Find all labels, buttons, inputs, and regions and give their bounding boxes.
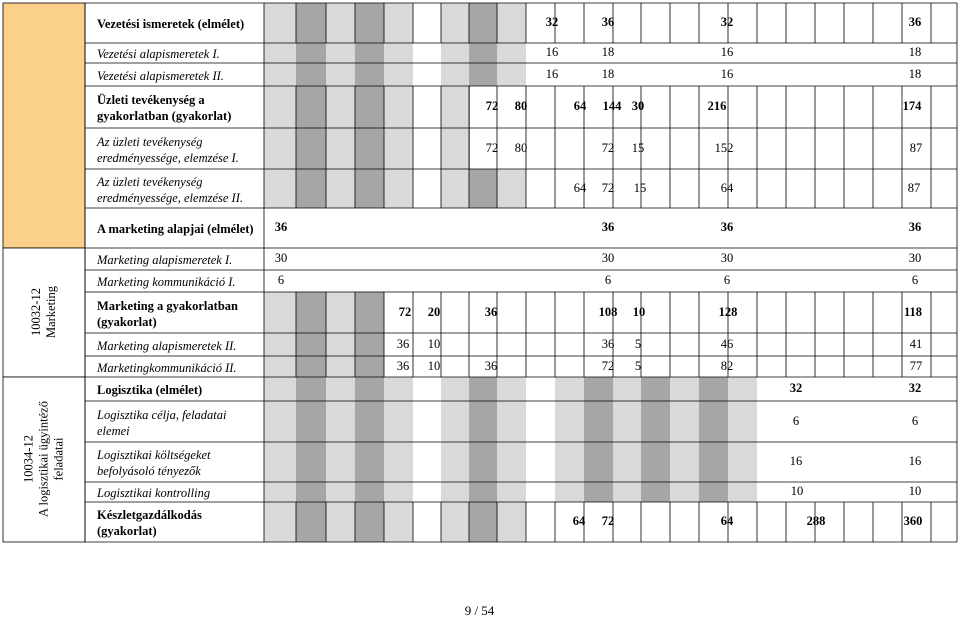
shade-cell <box>355 377 384 401</box>
shade-cell <box>326 377 355 401</box>
shade-cell <box>469 401 497 442</box>
shade-cell <box>584 482 613 502</box>
shade-cell <box>264 292 296 333</box>
shade-cell <box>641 482 670 502</box>
shade-cell <box>384 377 413 401</box>
cell-value: 10 <box>427 358 441 373</box>
shade-cell <box>641 442 670 482</box>
shade-cell <box>296 128 326 169</box>
shade-cell <box>497 377 526 401</box>
cell-value: 16 <box>545 66 559 81</box>
shade-cell <box>326 3 355 43</box>
group-label <box>22 384 67 534</box>
shade-cell <box>264 86 296 128</box>
cell-value: 10 <box>908 484 922 498</box>
cell-value: 87 <box>909 140 923 155</box>
shade-cell <box>326 401 355 442</box>
cell-value: 144 <box>602 99 622 113</box>
value-band <box>526 3 957 43</box>
cell-value: 6 <box>277 273 285 287</box>
shade-cell <box>384 401 413 442</box>
shade-cell <box>670 401 699 442</box>
group-label <box>29 286 59 338</box>
cell-value: 30 <box>908 251 922 265</box>
cell-value: 36 <box>396 336 410 351</box>
cell-value: 32 <box>908 381 922 395</box>
row-label: A marketing alapjai (elmélet) <box>97 222 254 236</box>
shade-cell <box>355 43 384 63</box>
row-label: Vezetési alapismeretek I. <box>97 47 220 61</box>
cell-value: 36 <box>601 336 615 351</box>
value-band <box>384 292 957 333</box>
cell-value: 18 <box>601 66 615 81</box>
shade-cell <box>497 169 526 208</box>
shade-cell <box>699 401 728 442</box>
shade-cell <box>355 502 384 542</box>
cell-value: 72 <box>601 140 615 155</box>
shade-cell <box>264 128 296 169</box>
cell-value: 36 <box>720 220 734 234</box>
cell-value: 108 <box>598 304 618 319</box>
shade-cell <box>296 86 326 128</box>
cell-value: 36 <box>601 15 615 29</box>
shade-cell <box>264 502 296 542</box>
cell-value: 6 <box>723 273 731 287</box>
shade-cell <box>384 482 413 502</box>
shade-cell <box>296 292 326 333</box>
shade-cell <box>264 377 296 401</box>
cell-value: 360 <box>903 514 923 528</box>
cell-value: 16 <box>720 66 734 81</box>
shade-cell <box>441 63 469 86</box>
cell-value: 16 <box>908 454 922 468</box>
group-code: 10034-12 <box>21 435 36 483</box>
cell-value: 64 <box>573 180 587 195</box>
row-label: Logisztika célja, feladatai elemei <box>97 407 227 438</box>
value-band <box>555 502 957 542</box>
shade-cell <box>296 377 326 401</box>
shade-cell <box>441 502 469 542</box>
cell-value: 64 <box>572 514 586 528</box>
row-label: Üzleti tevékenység a gyakorlatban (gyakorlat) <box>97 93 232 123</box>
shade-cell <box>355 401 384 442</box>
shade-cell <box>441 442 469 482</box>
cell-value: 80 <box>514 140 528 155</box>
value-band <box>757 442 957 482</box>
shade-cell <box>326 128 355 169</box>
shade-cell <box>441 3 469 43</box>
cell-value: 72 <box>601 358 615 373</box>
shade-cell <box>641 401 670 442</box>
shade-cell <box>384 128 413 169</box>
row-label: Készletgazdálkodás (gyakorlat) <box>97 508 202 538</box>
shade-cell <box>326 292 355 333</box>
shade-cell <box>296 502 326 542</box>
shade-cell <box>728 442 757 482</box>
cell-value: 36 <box>601 220 615 234</box>
shade-cell <box>355 333 384 356</box>
shade-cell <box>613 442 641 482</box>
value-band <box>757 482 957 502</box>
shade-cell <box>355 128 384 169</box>
value-band <box>526 63 957 86</box>
shade-cell <box>326 356 355 377</box>
value-band <box>757 377 957 401</box>
row-label: Az üzleti tevékenység eredményessége, elemzése II. <box>97 174 243 205</box>
row-label: Marketing a gyakorlatban (gyakorlat) <box>97 298 238 329</box>
shade-cell <box>264 3 296 43</box>
cell-value: 72 <box>601 180 615 195</box>
cell-value: 87 <box>907 180 921 195</box>
shade-cell <box>699 482 728 502</box>
shade-cell <box>355 169 384 208</box>
value-band <box>384 356 957 377</box>
shade-cell <box>728 482 757 502</box>
shade-cell <box>326 502 355 542</box>
shade-cell <box>296 3 326 43</box>
shade-cell <box>555 377 584 401</box>
cell-value: 10 <box>632 304 646 319</box>
shade-cell <box>355 442 384 482</box>
cell-value: 10 <box>427 336 441 351</box>
cell-value: 36 <box>274 220 288 234</box>
shade-cell <box>296 333 326 356</box>
shade-cell <box>441 128 469 169</box>
shade-cell <box>384 63 413 86</box>
row-label: Vezetési alapismeretek II. <box>97 68 224 83</box>
shade-cell <box>441 377 469 401</box>
cell-value: 118 <box>903 304 923 319</box>
shade-cell <box>497 3 526 43</box>
shade-cell <box>264 482 296 502</box>
shade-cell <box>326 169 355 208</box>
cell-value: 15 <box>631 140 645 155</box>
shade-cell <box>497 401 526 442</box>
shade-cell <box>469 377 497 401</box>
cell-value: 32 <box>720 15 734 29</box>
row-label: Marketing alapismeretek II. <box>97 338 237 353</box>
cell-value: 5 <box>634 336 642 351</box>
shade-cell <box>699 442 728 482</box>
cell-value: 128 <box>718 304 738 319</box>
shade-cell <box>497 502 526 542</box>
shade-cell <box>699 377 728 401</box>
cell-value: 18 <box>601 45 615 59</box>
value-band <box>470 128 957 169</box>
shade-cell <box>264 333 296 356</box>
shade-cell <box>613 377 641 401</box>
cell-value: 36 <box>908 220 922 234</box>
shade-cell <box>613 401 641 442</box>
shade-cell <box>296 482 326 502</box>
shade-cell <box>670 442 699 482</box>
row-label: Logisztikai költségeket befolyásoló tényezők <box>97 448 211 478</box>
shade-cell <box>384 86 413 128</box>
shade-cell <box>469 63 497 86</box>
shade-cell <box>441 482 469 502</box>
cell-value: 152 <box>714 140 734 155</box>
shade-cell <box>326 43 355 63</box>
shade-cell <box>355 356 384 377</box>
cell-value: 64 <box>573 99 587 113</box>
cell-value: 36 <box>908 15 922 29</box>
shade-cell <box>296 63 326 86</box>
cell-value: 72 <box>485 99 499 113</box>
cell-value: 30 <box>601 251 615 265</box>
shade-cell <box>355 86 384 128</box>
row-label: Logisztika (elmélet) <box>97 383 203 397</box>
cell-value: 16 <box>720 45 734 59</box>
group-name: Marketing <box>44 285 58 339</box>
cell-value: 82 <box>720 358 734 373</box>
shade-cell <box>441 401 469 442</box>
cell-value: 30 <box>631 99 645 113</box>
cell-value: 30 <box>720 251 734 265</box>
shade-cell <box>497 63 526 86</box>
cell-value: 72 <box>601 514 615 528</box>
shade-cell <box>264 356 296 377</box>
cell-value: 32 <box>789 381 803 395</box>
row-label: Vezetési ismeretek (elmélet) <box>97 17 245 31</box>
cell-value: 5 <box>634 358 642 373</box>
cell-value: 174 <box>902 99 922 113</box>
shade-cell <box>264 442 296 482</box>
shade-cell <box>326 482 355 502</box>
shade-cell <box>469 43 497 63</box>
shade-cell <box>469 502 497 542</box>
shade-cell <box>641 377 670 401</box>
shade-cell <box>497 43 526 63</box>
shade-cell <box>326 333 355 356</box>
cell-value: 36 <box>484 304 498 319</box>
shade-cell <box>264 169 296 208</box>
cell-value: 80 <box>514 99 528 113</box>
shade-cell <box>469 169 497 208</box>
cell-value: 216 <box>707 99 727 113</box>
shade-cell <box>555 401 584 442</box>
shade-cell <box>384 442 413 482</box>
shade-cell <box>469 482 497 502</box>
cell-value: 77 <box>909 358 923 373</box>
shade-cell <box>355 482 384 502</box>
cell-value: 288 <box>806 514 826 528</box>
shade-cell <box>670 377 699 401</box>
shade-cell <box>355 3 384 43</box>
group-cell-vezetes <box>3 3 85 248</box>
shade-cell <box>355 63 384 86</box>
shade-cell <box>384 43 413 63</box>
shade-cell <box>264 63 296 86</box>
shade-cell <box>555 442 584 482</box>
value-band <box>757 401 957 442</box>
shade-cell <box>584 401 613 442</box>
cell-value: 20 <box>427 304 441 319</box>
group-name: A logisztikai ügyintéző feladatai <box>36 401 66 517</box>
value-band <box>555 169 957 208</box>
shade-cell <box>497 442 526 482</box>
shade-cell <box>384 502 413 542</box>
cell-value: 46 <box>720 336 734 351</box>
shade-cell <box>296 401 326 442</box>
shade-cell <box>264 401 296 442</box>
shade-cell <box>670 482 699 502</box>
shade-cell <box>497 482 526 502</box>
shade-cell <box>296 169 326 208</box>
shade-cell <box>296 356 326 377</box>
cell-value: 64 <box>720 514 734 528</box>
shade-cell <box>326 442 355 482</box>
cell-value: 41 <box>909 336 923 351</box>
shade-cell <box>728 377 757 401</box>
shade-cell <box>728 401 757 442</box>
shade-cell <box>441 169 469 208</box>
shade-cell <box>296 43 326 63</box>
shade-cell <box>296 442 326 482</box>
cell-value: 72 <box>485 140 499 155</box>
cell-value: 30 <box>274 251 288 265</box>
cell-value: 6 <box>792 413 800 428</box>
shade-cell <box>555 482 584 502</box>
cell-value: 16 <box>545 45 559 59</box>
shade-cell <box>584 377 613 401</box>
row-label: Marketing kommunikáció I. <box>97 275 236 289</box>
row-label: Marketingkommunikáció II. <box>97 360 237 375</box>
group-code: 10032-12 <box>29 288 43 336</box>
shade-cell <box>264 43 296 63</box>
shade-cell <box>613 482 641 502</box>
shade-cell <box>384 169 413 208</box>
cell-value: 10 <box>790 484 804 498</box>
page-number: 9 / 54 <box>464 603 495 618</box>
shade-cell <box>584 442 613 482</box>
row-label: Logisztikai kontrolling <box>97 486 211 500</box>
shade-cell <box>326 63 355 86</box>
cell-value: 36 <box>396 358 410 373</box>
row-label: Marketing alapismeretek I. <box>97 253 233 267</box>
shade-cell <box>441 43 469 63</box>
shade-cell <box>469 3 497 43</box>
cell-value: 6 <box>604 273 612 287</box>
cell-value: 72 <box>398 304 412 319</box>
cell-value: 6 <box>911 273 919 287</box>
shade-cell <box>469 442 497 482</box>
cell-value: 15 <box>633 180 647 195</box>
value-band <box>384 333 957 356</box>
shade-cell <box>326 86 355 128</box>
cell-value: 16 <box>789 454 803 468</box>
shade-cell <box>441 86 469 128</box>
cell-value: 64 <box>720 180 734 195</box>
shade-cell <box>384 3 413 43</box>
row-label: Az üzleti tevékenység eredményessége, elemzése I. <box>97 134 239 165</box>
cell-value: 32 <box>545 15 559 29</box>
value-band <box>526 43 957 63</box>
cell-value: 6 <box>911 413 919 428</box>
cell-value: 18 <box>908 45 922 59</box>
cell-value: 36 <box>484 358 498 373</box>
cell-value: 18 <box>908 66 922 81</box>
shade-cell <box>355 292 384 333</box>
